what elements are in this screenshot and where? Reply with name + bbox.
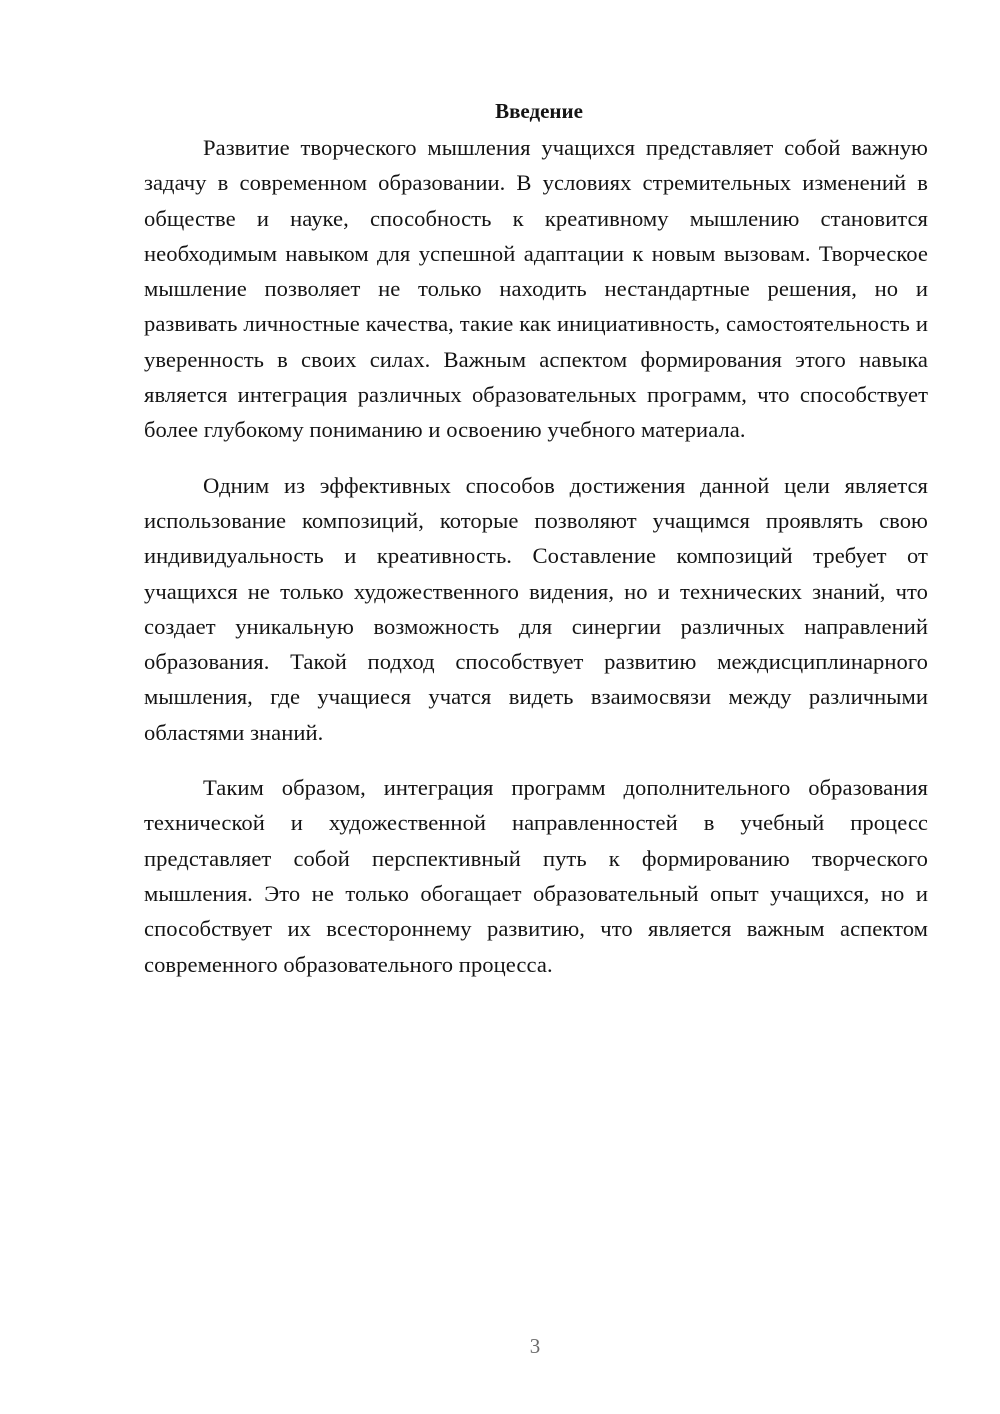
page-number: 3 [529, 1334, 541, 1358]
paragraph-3: Таким образом, интеграция программ дополнительного образования технической и художественной направленностей в учебный процесс представляет собой перспективный путь к формированию творческого мышления. Это не только обогащает образовательный опыт учащихся, но и способствует их всестороннему развитию, что является важным аспектом современного образовательного процесса. [144, 775, 928, 977]
section-heading: Введение [495, 99, 583, 123]
paragraph-2: Одним из эффективных способов достижения данной цели является использование композиций, которые позволяют учащимся проявлять свою индивидуальность и креативность. Составление композиций требует от учащихся не только художественного видения, но и технических знаний, что создает уникальную возможность для синергии различных направлений образования. Такой подход способствует развитию междисциплинарного мышления, где учащиеся учатся видеть взаимосвязи между различными областями знаний. [144, 472, 928, 745]
paragraph-1: Развитие творческого мышления учащихся представляет собой важную задачу в современном образовании. В условиях стремительных изменений в обществе и науке, способность к креативному мышлению становится необходимым навыком для успешной адаптации к новым вызовам. Творческое мышление позволяет не только находить нестандартные решения, но и развивать личностные качества, такие как инициативность, самостоятельность и уверенность в своих силах. Важным аспектом формирования этого навыка является интеграция различных образовательных программ, что способствует более глубокому пониманию и освоению учебного материала. [144, 135, 928, 443]
page-content [144, 96, 928, 1002]
